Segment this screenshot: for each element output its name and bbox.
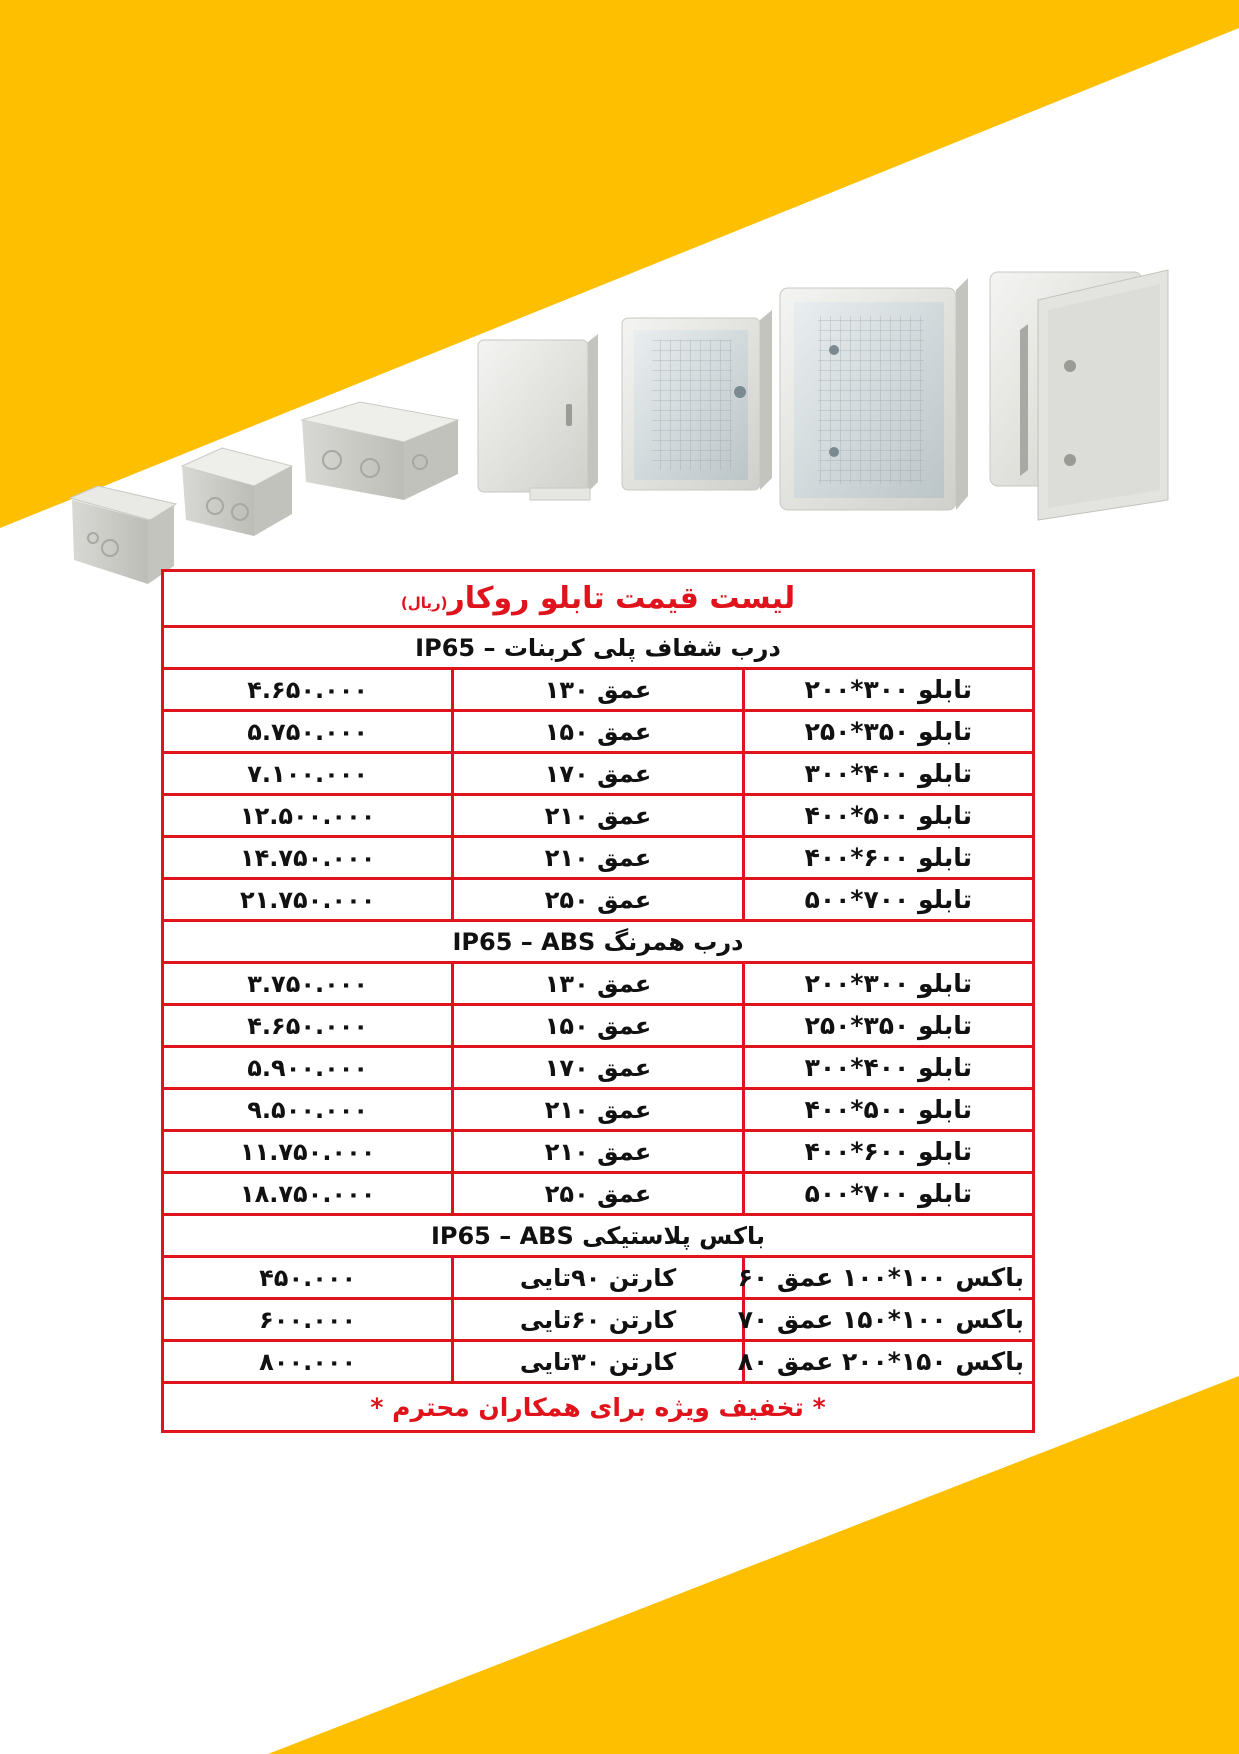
table-row: [163, 1173, 1034, 1215]
depth-cell: عمق ۲۱۰: [453, 1131, 743, 1173]
depth-cell: عمق ۱۳۰: [453, 669, 743, 711]
table-row: [163, 1299, 1034, 1341]
table-row: [163, 669, 1034, 711]
size-cell: تابلو ۳۰۰*۲۰۰: [743, 963, 1033, 1005]
enclosure-large-open-door: [990, 270, 1168, 520]
section-header-code: IP65 – ABS: [452, 927, 596, 956]
depth-cell: عمق ۲۱۰: [453, 837, 743, 879]
depth-cell: عمق ۲۱۰: [453, 1089, 743, 1131]
price-cell: ۴.۶۵۰.۰۰۰: [163, 669, 453, 711]
price-cell: ۷.۱۰۰.۰۰۰: [163, 753, 453, 795]
depth-cell: کارتن ۶۰تایی: [453, 1299, 743, 1341]
table-row: [163, 837, 1034, 879]
depth-cell: عمق ۱۵۰: [453, 711, 743, 753]
price-cell: ۱۲.۵۰۰.۰۰۰: [163, 795, 453, 837]
table-row: [163, 1005, 1034, 1047]
depth-cell: عمق ۲۱۰: [453, 795, 743, 837]
junction-box-large: [302, 402, 458, 500]
price-cell: ۹.۵۰۰.۰۰۰: [163, 1089, 453, 1131]
section-header-label: درب همرنگ: [603, 927, 744, 956]
title-row: [163, 571, 1034, 627]
enclosure-small-solid-door: [478, 334, 598, 500]
depth-cell: عمق ۱۵۰: [453, 1005, 743, 1047]
size-cell: تابلو ۵۰۰*۴۰۰: [743, 795, 1033, 837]
price-cell: ۵.۷۵۰.۰۰۰: [163, 711, 453, 753]
price-list-body: [163, 571, 1034, 1432]
price-list-title: [163, 571, 1034, 627]
depth-cell: عمق ۱۷۰: [453, 1047, 743, 1089]
table-row: [163, 753, 1034, 795]
section-header: [163, 627, 1034, 669]
table-row: [163, 795, 1034, 837]
price-cell: ۱۸.۷۵۰.۰۰۰: [163, 1173, 453, 1215]
table-row: [163, 711, 1034, 753]
table-row: [163, 1341, 1034, 1383]
section-header-row: [163, 921, 1034, 963]
table-row: [163, 1257, 1034, 1299]
section-header: [163, 921, 1034, 963]
section-header-label: درب شفاف پلی کربنات: [503, 633, 781, 662]
table-row: [163, 879, 1034, 921]
price-cell: ۴.۶۵۰.۰۰۰: [163, 1005, 453, 1047]
section-header-row: [163, 627, 1034, 669]
size-cell: تابلو ۴۰۰*۳۰۰: [743, 1047, 1033, 1089]
enclosure-medium-clear-door: [622, 310, 772, 490]
price-cell: ۲۱.۷۵۰.۰۰۰: [163, 879, 453, 921]
size-cell: تابلو ۷۰۰*۵۰۰: [743, 1173, 1033, 1215]
table-row: [163, 1131, 1034, 1173]
depth-cell: عمق ۲۵۰: [453, 1173, 743, 1215]
size-cell: باکس ۱۰۰*۱۰۰ عمق ۶۰: [743, 1257, 1033, 1299]
size-cell: تابلو ۶۰۰*۴۰۰: [743, 837, 1033, 879]
section-header: [163, 1215, 1034, 1257]
depth-cell: عمق ۱۷۰: [453, 753, 743, 795]
table-row: [163, 1047, 1034, 1089]
price-cell: ۵.۹۰۰.۰۰۰: [163, 1047, 453, 1089]
footer-note: * تخفیف ویژه برای همکاران محترم *: [163, 1383, 1034, 1432]
price-cell: ۱۴.۷۵۰.۰۰۰: [163, 837, 453, 879]
size-cell: تابلو ۵۰۰*۴۰۰: [743, 1089, 1033, 1131]
size-cell: تابلو ۳۵۰*۲۵۰: [743, 711, 1033, 753]
size-cell: تابلو ۳۰۰*۲۰۰: [743, 669, 1033, 711]
size-cell: تابلو ۴۰۰*۳۰۰: [743, 753, 1033, 795]
size-cell: تابلو ۷۰۰*۵۰۰: [743, 879, 1033, 921]
price-cell: ۱۱.۷۵۰.۰۰۰: [163, 1131, 453, 1173]
price-cell: ۳.۷۵۰.۰۰۰: [163, 963, 453, 1005]
section-header-label: باکس پلاستیکی: [582, 1221, 766, 1250]
footer-row: [163, 1383, 1034, 1432]
price-cell: ۸۰۰.۰۰۰: [163, 1341, 453, 1383]
depth-cell: عمق ۲۵۰: [453, 879, 743, 921]
section-header-code: IP65 –: [415, 633, 496, 662]
title-main: لیست قیمت تابلو روکار: [447, 581, 796, 616]
size-cell: تابلو ۶۰۰*۴۰۰: [743, 1131, 1033, 1173]
size-cell: باکس ۱۰۰*۱۵۰ عمق ۷۰: [743, 1299, 1033, 1341]
depth-cell: کارتن ۳۰تایی: [453, 1341, 743, 1383]
size-cell: باکس ۱۵۰*۲۰۰ عمق ۸۰: [743, 1341, 1033, 1383]
title-unit: (ریال): [400, 594, 448, 612]
price-cell: ۶۰۰.۰۰۰: [163, 1299, 453, 1341]
section-header-code: IP65 – ABS: [430, 1221, 574, 1250]
product-images: [0, 0, 1239, 600]
price-list-table: [161, 569, 1035, 1433]
table-row: [163, 1089, 1034, 1131]
section-header-row: [163, 1215, 1034, 1257]
price-cell: ۴۵۰.۰۰۰: [163, 1257, 453, 1299]
junction-box-medium: [182, 448, 292, 536]
table-row: [163, 963, 1034, 1005]
depth-cell: کارتن ۹۰تایی: [453, 1257, 743, 1299]
depth-cell: عمق ۱۳۰: [453, 963, 743, 1005]
size-cell: تابلو ۳۵۰*۲۵۰: [743, 1005, 1033, 1047]
enclosure-large-clear-door: [780, 278, 968, 510]
